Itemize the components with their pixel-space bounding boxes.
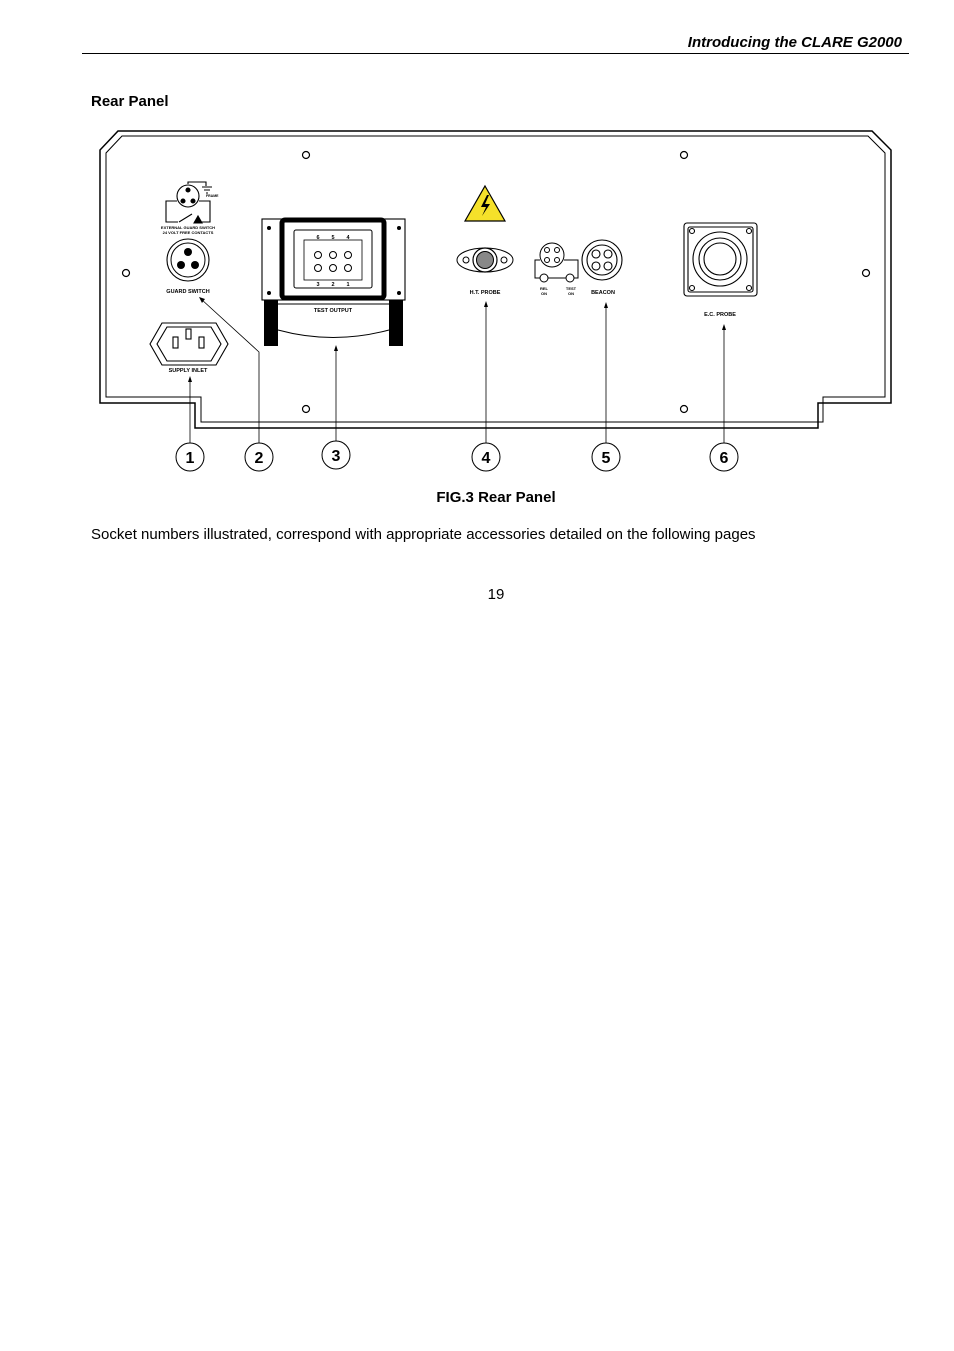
pin-label-3: 3: [316, 282, 320, 288]
ec-probe-label: E.C. PROBE: [704, 312, 736, 318]
test-output-label: TEST OUTPUT: [313, 308, 353, 314]
pin-label-4: 4: [346, 235, 350, 241]
panel-outline-inner: [106, 136, 885, 422]
supply-inlet-socket: [150, 323, 228, 365]
figure-caption: FIG.3 Rear Panel: [436, 489, 556, 506]
callout-2-label: 2: [254, 450, 264, 467]
beacon-sub1-label-1: REL: [540, 286, 548, 291]
pin-label-5: 5: [331, 235, 335, 241]
callout-1-label: 1: [185, 450, 195, 467]
beacon-pinout-icon: [535, 243, 578, 282]
body-paragraph: Socket numbers illustrated, correspond with appropriate accessories detailed on the following pages: [91, 526, 756, 543]
callout-4: [472, 443, 500, 471]
beacon-label: BEACON: [591, 290, 615, 296]
frame-label: FRAME: [206, 194, 219, 198]
callout-1: [176, 443, 204, 471]
beacon-sub2-label-2: ON: [568, 291, 574, 296]
callout-6: [710, 443, 738, 471]
high-voltage-warning-icon: [465, 186, 505, 221]
ht-probe-socket: [457, 248, 513, 272]
rear-panel-figure: [0, 0, 954, 480]
section-title: Rear Panel: [91, 93, 169, 110]
pin-label-2: 2: [331, 282, 335, 288]
callout-5-label: 5: [601, 450, 611, 467]
guard-switch-label: GUARD SWITCH: [166, 289, 210, 295]
panel-outline-outer: [100, 131, 891, 428]
guard-switch-socket: [167, 239, 209, 281]
beacon-sub2-label-1: TEST: [565, 286, 577, 291]
supply-inlet-label: SUPPLY INLET: [168, 368, 208, 374]
callout-6-label: 6: [719, 450, 729, 467]
header-title: Introducing the CLARE G2000: [687, 34, 902, 51]
external-guard-label-2: 24 VOLT FREE CONTACTS: [162, 230, 214, 235]
ht-probe-label: H.T. PROBE: [469, 290, 501, 296]
callout-4-label: 4: [481, 450, 491, 467]
page-number: 19: [487, 586, 505, 603]
beacon-sub1-label-2: ON: [541, 291, 547, 296]
ec-probe-socket: [684, 223, 757, 296]
pin-label-1: 1: [346, 282, 350, 288]
guard-switch-schematic-icon: [166, 182, 212, 223]
callout-5: [592, 443, 620, 471]
external-guard-label-1: EXTERNAL GUARD SWITCH: [160, 225, 216, 230]
callout-3: [322, 441, 350, 469]
callout-2: [245, 443, 273, 471]
beacon-socket: [582, 240, 622, 280]
callout-3-label: 3: [331, 448, 341, 465]
pin-label-6: 6: [316, 235, 320, 241]
